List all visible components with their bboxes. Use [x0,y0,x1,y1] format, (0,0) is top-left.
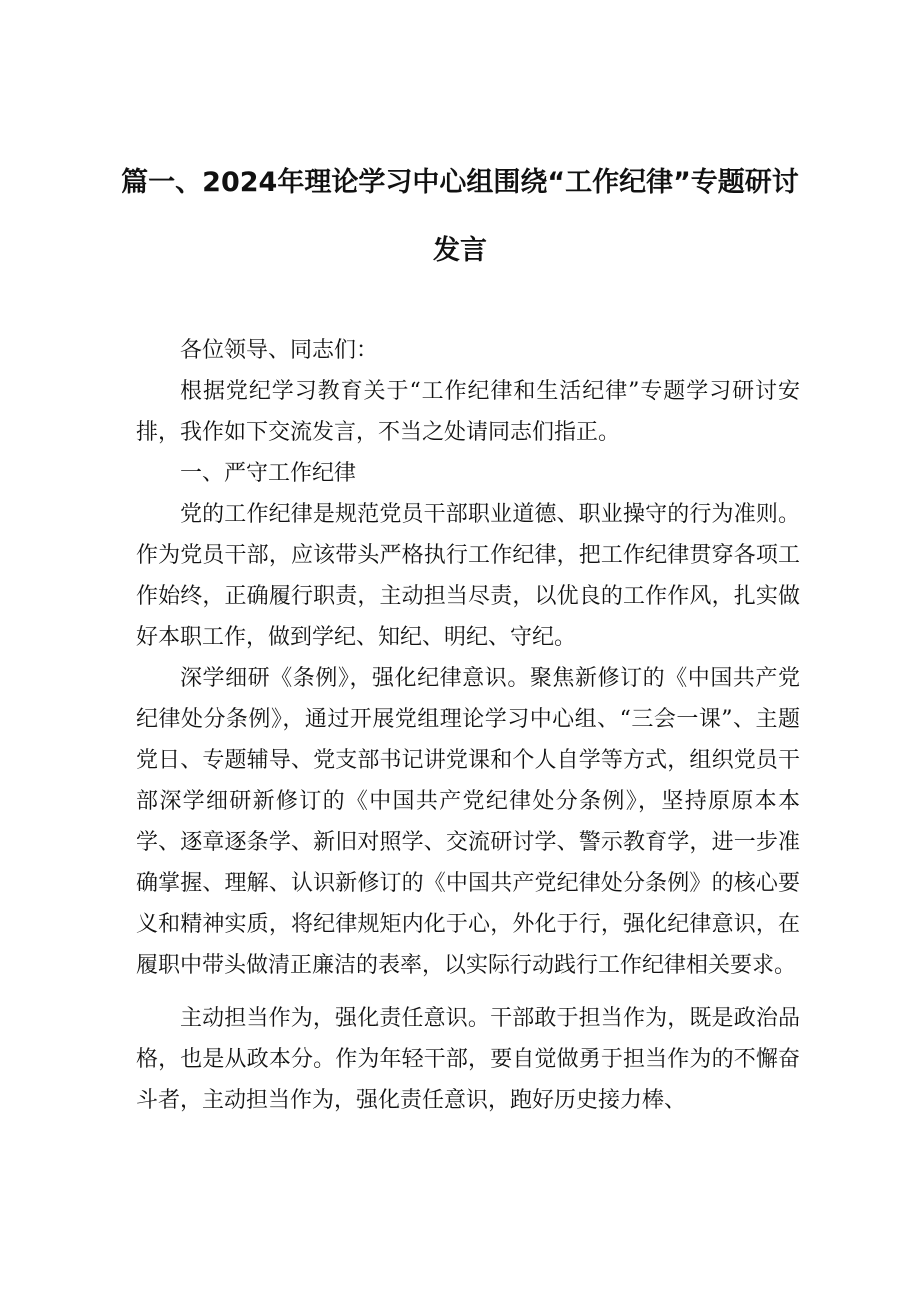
document-body [136,330,800,1121]
paragraph-work-discipline: 党的工作纪律是规范党员干部职业道德、职业操守的行为准则。作为党员干部，应该带头严格执行工作纪律，把工作纪律贯穿各项工作始终，正确履行职责，主动担当尽责，以优良的工作作风，扎实做好本职工作，做到学纪、知纪、明纪、守纪。 [136,502,800,650]
paragraph-study-regulations: 深学细研《条例》，强化纪律意识。聚焦新修订的《中国共产党纪律处分条例》，通过开展党组理论学习中心组、“三会一课”、主题党日、专题辅导、党支部书记讲党课和个人自学等方式，组织党员干部深学细研新修订的《中国共产党纪律处分条例》，坚持原原本本学、逐章逐条学、新旧对照学、交流研讨学、警示教育学，进一步准确掌握、理解、认识新修订的《中国共产党纪律处分条例》的核心要义和精神实质，将纪律规矩内化于心，外化于行，强化纪律意识，在履职中带头做清正廉洁的表率，以实际行动践行工作纪律相关要求。 [136,666,800,978]
document-title-line1: 篇一、2024年理论学习中心组围绕“工作纪律”专题研讨 [121,167,799,198]
paragraph-take-responsibility: 主动担当作为，强化责任意识。干部敢于担当作为，既是政治品格，也是从政本分。作为年轻干部，要自觉做勇于担当作为的不懈奋斗者，主动担当作为，强化责任意识，跑好历史接力棒、 [136,1006,800,1113]
document-title-line2: 发言 [433,235,487,266]
section-heading: 一、严守工作纪律 [180,461,357,486]
intro-paragraph: 根据党纪学习教育关于“工作纪律和生活纪律”专题学习研讨安排，我作如下交流发言，不当之处请同志们指正。 [136,379,800,445]
paragraph-gap [136,986,800,998]
salutation: 各位领导、同志们： [180,338,379,363]
